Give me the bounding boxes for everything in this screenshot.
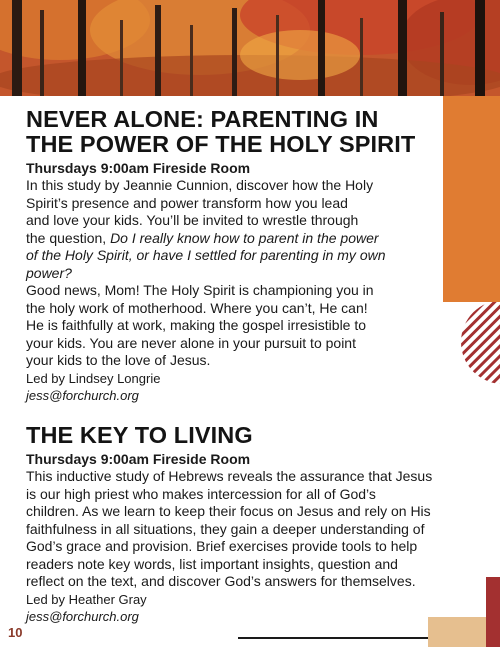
orange-accent-block [443, 96, 500, 302]
text-line: reflect on the text, and discover God’s answers for themselves. [26, 573, 416, 589]
text-line: This inductive study of Hebrews reveals the assurance that Jesus [26, 468, 433, 484]
text-line: is our high priest who makes intercession for all of God’s [26, 485, 376, 502]
text-line: He is faithfully at work, making the gospel irresistible to [26, 317, 367, 333]
meeting-time: Thursdays 9:00am Fireside Room [26, 451, 251, 467]
leader-name: Led by Lindsey Longrie [26, 370, 161, 386]
contact-email[interactable]: jess@forchurch.org [26, 608, 139, 624]
section-title [26, 107, 446, 157]
italic-question: power? [26, 264, 72, 281]
title-line-2: THE POWER OF THE HOLY SPIRIT [26, 131, 416, 157]
text-line: the holy work of motherhood. Where you can’t, He can! [26, 299, 368, 316]
striped-circle-decoration [443, 302, 500, 384]
page-number: 10 [8, 625, 23, 640]
text-line: and love your kids. You’ll be invited to wrestle through [26, 212, 359, 228]
contact-email[interactable]: jess@forchurch.org [26, 387, 139, 403]
section-title: THE KEY TO LIVING [26, 422, 253, 448]
title-line-1: NEVER ALONE: PARENTING IN [26, 106, 379, 132]
study-section-never-alone [26, 107, 446, 404]
text-line: readers note key words, list important insights, question and [26, 555, 398, 572]
italic-question: Do I really know how to parent in the power [110, 229, 379, 246]
leader-name: Led by Heather Gray [26, 591, 147, 607]
forest-illustration [0, 0, 500, 96]
text-line: faithfulness in all situations, they gain a deeper understanding of [26, 520, 425, 537]
study-section-key-to-living [26, 423, 486, 625]
red-accent-bar [486, 577, 500, 647]
description-paragraph-2 [26, 282, 446, 370]
text-line: In this study by Jeannie Cunnion, discover how the Holy [26, 177, 374, 193]
text-line: your kids. You are never alone in your pursuit to point [26, 334, 356, 351]
bottom-divider-line [238, 637, 428, 639]
text-line: Spirit’s presence and power transform how you lead [26, 194, 348, 211]
text-line: your kids to the love of Jesus. [26, 352, 211, 368]
description-paragraph [26, 468, 486, 591]
description-paragraph-1 [26, 177, 446, 282]
italic-question: of the Holy Spirit, or have I settled for parenting in my own [26, 247, 386, 263]
text-line: Good news, Mom! The Holy Spirit is championing you in [26, 282, 374, 298]
text-line: children. As we learn to keep their focus on Jesus and rely on His [26, 503, 431, 519]
meeting-time: Thursdays 9:00am Fireside Room [26, 160, 251, 176]
text-line: the question, [26, 229, 107, 246]
autumn-forest-photo [0, 0, 500, 96]
text-line: God’s grace and provision. Brief exercises provide tools to help [26, 538, 418, 554]
